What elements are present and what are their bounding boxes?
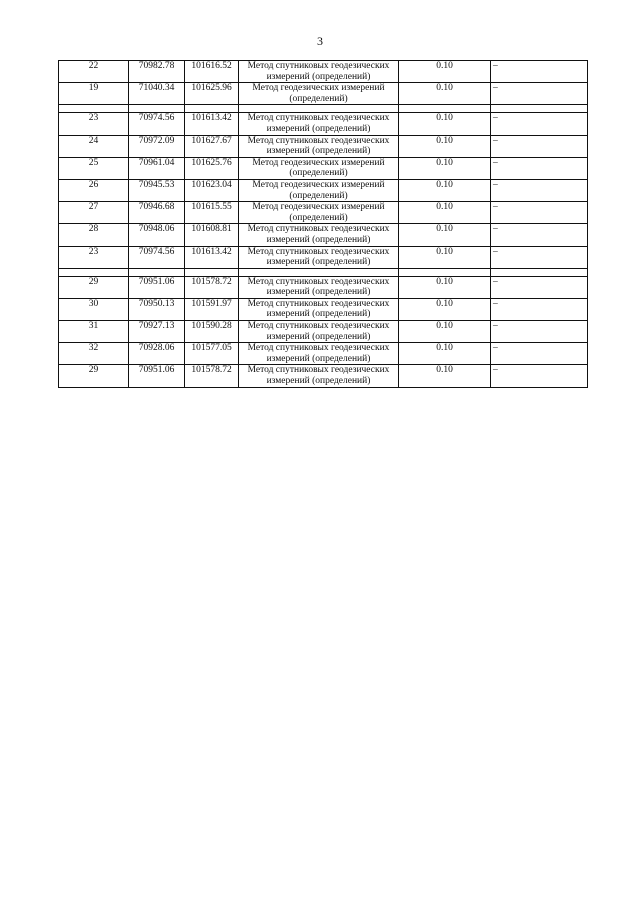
method-cell: Метод спутниковых геодезических измерений (определений) [239, 321, 399, 343]
x-coordinate-cell: 70948.06 [129, 224, 185, 246]
point-number-cell: 28 [59, 224, 129, 246]
empty-cell [399, 105, 491, 113]
accuracy-cell: 0.10 [399, 321, 491, 343]
table-row [59, 298, 588, 320]
method-cell: Метод спутниковых геодезических измерений (определений) [239, 276, 399, 298]
note-cell: – [491, 246, 588, 268]
x-coordinate-cell: 71040.34 [129, 83, 185, 105]
coordinates-table [58, 60, 588, 388]
table-row [59, 365, 588, 387]
x-coordinate-cell: 70945.53 [129, 179, 185, 201]
y-coordinate-cell: 101608.81 [185, 224, 239, 246]
accuracy-cell: 0.10 [399, 276, 491, 298]
method-cell: Метод спутниковых геодезических измерений (определений) [239, 298, 399, 320]
accuracy-cell: 0.10 [399, 298, 491, 320]
method-cell: Метод геодезических измерений (определений) [239, 202, 399, 224]
spacer-row [59, 268, 588, 276]
y-coordinate-cell: 101627.67 [185, 135, 239, 157]
point-number-cell: 23 [59, 246, 129, 268]
method-cell: Метод геодезических измерений (определений) [239, 83, 399, 105]
table-row [59, 157, 588, 179]
table-row [59, 246, 588, 268]
accuracy-cell: 0.10 [399, 343, 491, 365]
y-coordinate-cell: 101591.97 [185, 298, 239, 320]
point-number-cell: 25 [59, 157, 129, 179]
empty-cell [239, 268, 399, 276]
table-row [59, 61, 588, 83]
y-coordinate-cell: 101613.42 [185, 113, 239, 135]
accuracy-cell: 0.10 [399, 135, 491, 157]
point-number-cell: 24 [59, 135, 129, 157]
accuracy-cell: 0.10 [399, 179, 491, 201]
table-row [59, 83, 588, 105]
empty-cell [59, 268, 129, 276]
table-row [59, 224, 588, 246]
method-cell: Метод геодезических измерений (определений) [239, 157, 399, 179]
note-cell: – [491, 202, 588, 224]
accuracy-cell: 0.10 [399, 83, 491, 105]
y-coordinate-cell: 101613.42 [185, 246, 239, 268]
x-coordinate-cell: 70974.56 [129, 113, 185, 135]
table-row [59, 179, 588, 201]
point-number-cell: 23 [59, 113, 129, 135]
empty-cell [129, 105, 185, 113]
point-number-cell: 29 [59, 365, 129, 387]
method-cell: Метод спутниковых геодезических измерений (определений) [239, 246, 399, 268]
y-coordinate-cell: 101578.72 [185, 276, 239, 298]
point-number-cell: 29 [59, 276, 129, 298]
accuracy-cell: 0.10 [399, 224, 491, 246]
point-number-cell: 19 [59, 83, 129, 105]
table-row [59, 113, 588, 135]
page-number: 3 [317, 34, 323, 48]
y-coordinate-cell: 101577.05 [185, 343, 239, 365]
y-coordinate-cell: 101615.55 [185, 202, 239, 224]
note-cell: – [491, 343, 588, 365]
y-coordinate-cell: 101625.76 [185, 157, 239, 179]
y-coordinate-cell: 101590.28 [185, 321, 239, 343]
point-number-cell: 27 [59, 202, 129, 224]
method-cell: Метод спутниковых геодезических измерений (определений) [239, 135, 399, 157]
accuracy-cell: 0.10 [399, 365, 491, 387]
point-number-cell: 22 [59, 61, 129, 83]
x-coordinate-cell: 70951.06 [129, 276, 185, 298]
empty-cell [239, 105, 399, 113]
table-row [59, 321, 588, 343]
empty-cell [59, 105, 129, 113]
note-cell: – [491, 321, 588, 343]
x-coordinate-cell: 70950.13 [129, 298, 185, 320]
method-cell: Метод геодезических измерений (определений) [239, 179, 399, 201]
note-cell: – [491, 113, 588, 135]
note-cell: – [491, 83, 588, 105]
empty-cell [129, 268, 185, 276]
y-coordinate-cell: 101625.96 [185, 83, 239, 105]
table-row [59, 276, 588, 298]
point-number-cell: 32 [59, 343, 129, 365]
empty-cell [399, 268, 491, 276]
x-coordinate-cell: 70972.09 [129, 135, 185, 157]
x-coordinate-cell: 70974.56 [129, 246, 185, 268]
table-row [59, 343, 588, 365]
point-number-cell: 31 [59, 321, 129, 343]
empty-cell [185, 268, 239, 276]
x-coordinate-cell: 70927.13 [129, 321, 185, 343]
method-cell: Метод спутниковых геодезических измерений (определений) [239, 365, 399, 387]
empty-cell [491, 268, 588, 276]
point-number-cell: 26 [59, 179, 129, 201]
note-cell: – [491, 276, 588, 298]
y-coordinate-cell: 101623.04 [185, 179, 239, 201]
accuracy-cell: 0.10 [399, 61, 491, 83]
x-coordinate-cell: 70961.04 [129, 157, 185, 179]
note-cell: – [491, 365, 588, 387]
note-cell: – [491, 135, 588, 157]
x-coordinate-cell: 70951.06 [129, 365, 185, 387]
empty-cell [491, 105, 588, 113]
accuracy-cell: 0.10 [399, 246, 491, 268]
x-coordinate-cell: 70928.06 [129, 343, 185, 365]
note-cell: – [491, 298, 588, 320]
spacer-row [59, 105, 588, 113]
method-cell: Метод спутниковых геодезических измерений (определений) [239, 61, 399, 83]
accuracy-cell: 0.10 [399, 157, 491, 179]
method-cell: Метод спутниковых геодезических измерений (определений) [239, 343, 399, 365]
point-number-cell: 30 [59, 298, 129, 320]
method-cell: Метод спутниковых геодезических измерений (определений) [239, 224, 399, 246]
empty-cell [185, 105, 239, 113]
note-cell: – [491, 61, 588, 83]
y-coordinate-cell: 101616.52 [185, 61, 239, 83]
table-row [59, 135, 588, 157]
accuracy-cell: 0.10 [399, 202, 491, 224]
method-cell: Метод спутниковых геодезических измерений (определений) [239, 113, 399, 135]
x-coordinate-cell: 70946.68 [129, 202, 185, 224]
note-cell: – [491, 224, 588, 246]
note-cell: – [491, 179, 588, 201]
note-cell: – [491, 157, 588, 179]
x-coordinate-cell: 70982.78 [129, 61, 185, 83]
table-row [59, 202, 588, 224]
accuracy-cell: 0.10 [399, 113, 491, 135]
y-coordinate-cell: 101578.72 [185, 365, 239, 387]
